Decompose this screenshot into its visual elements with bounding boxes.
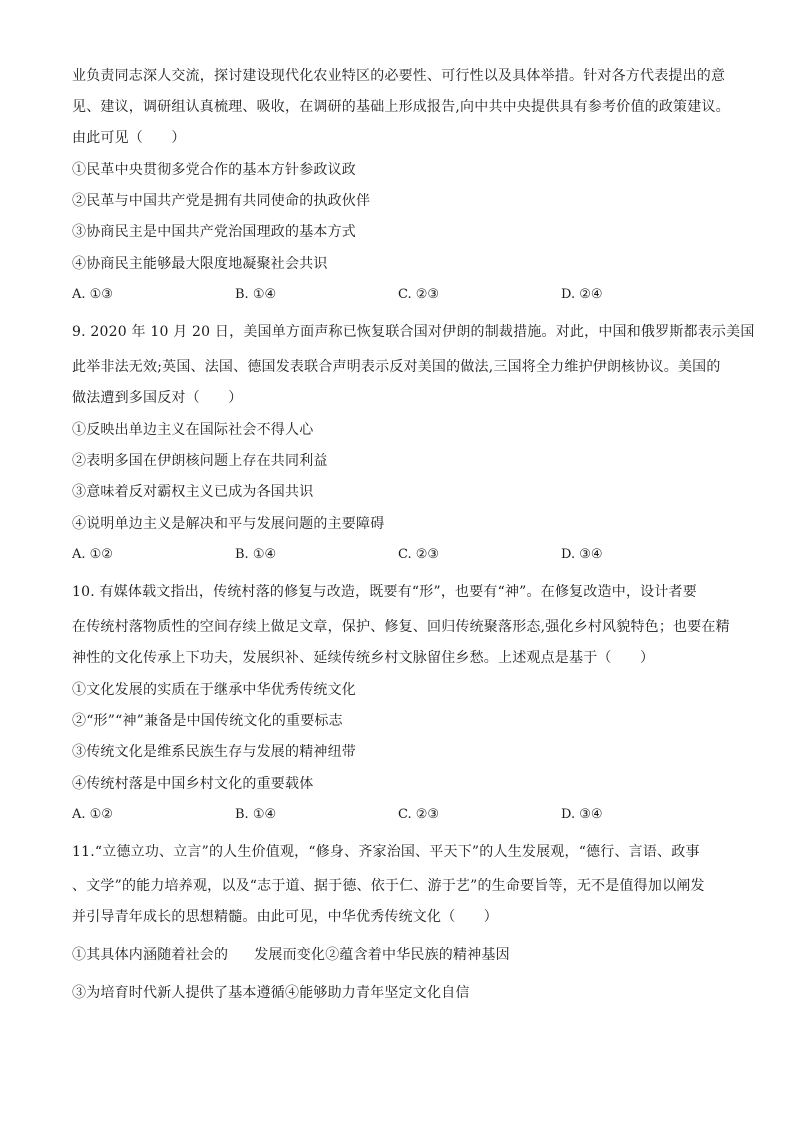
q9-options xyxy=(72,545,732,565)
q8-statement: ②民革与中国共产党是拥有共同使命的执政伙伴 xyxy=(72,193,371,209)
q8-statement: ①民革中央贯彻多党合作的基本方针参政议政 xyxy=(72,162,356,178)
q10-option-c[interactable]: C. ②③ xyxy=(398,807,440,822)
q11-statement-part: 发展而变化②蕴含着中华民族的精神基因 xyxy=(254,947,510,963)
q9-statement: ④说明单边主义是解决和平与发展问题的主要障碍 xyxy=(72,516,385,532)
q9-stem-line: 做法遭到多国反对（ ） xyxy=(72,390,243,406)
q9-stem-line: 9. 2020 年 10 月 20 日，美国单方面声称已恢复联合国对伊朗的制裁措施。对此，中国和俄罗斯都表示美国 xyxy=(72,324,755,340)
q10-statement: ①文化发展的实质在于继承中华优秀传统文化 xyxy=(72,682,356,698)
q10-option-b[interactable]: B. ①④ xyxy=(235,807,277,822)
q11-statement-part: ①其具体内涵随着社会的 xyxy=(72,947,229,963)
q8-option-d[interactable]: D. ②④ xyxy=(561,287,603,302)
q10-stem-line: 10. 有媒体载文指出，传统村落的修复与改造，既要有“形”，也要有“神”。在修复改造中，设计者要 xyxy=(72,584,697,600)
q11-statement-line xyxy=(72,945,732,965)
q8-stem-line: 由此可见（ ） xyxy=(72,130,186,146)
q10-option-d[interactable]: D. ③④ xyxy=(561,807,603,822)
q8-stem-line: 见、建议，调研组认真梳理、吸收，在调研的基础上形成报告,向中共中央提供具有参考价值的政策建议。 xyxy=(72,99,730,115)
q9-statement: ③意味着反对霸权主义已成为各国共识 xyxy=(72,484,314,500)
q8-statement: ④协商民主能够最大限度地凝聚社会共识 xyxy=(72,256,328,272)
q10-stem-line: 神性的文化传承上下功夫，发展织补、延续传统乡村文脉留住乡愁。上述观点是基于（ ） xyxy=(72,650,655,666)
q10-statement: ②“形”“神”兼备是中国传统文化的重要标志 xyxy=(72,713,343,729)
q9-option-d[interactable]: D. ③④ xyxy=(561,547,603,562)
q9-option-b[interactable]: B. ①④ xyxy=(235,547,277,562)
q9-option-c[interactable]: C. ②③ xyxy=(398,547,440,562)
q9-statement: ①反映出单边主义在国际社会不得人心 xyxy=(72,422,314,438)
q11-stem-line: 11.“立德立功、立言”的人生价值观，“修身、齐家治国、平天下”的人生发展观，“德行、言语、政事 xyxy=(72,844,700,860)
q10-statement: ③传统文化是维系民族生存与发展的精神纽带 xyxy=(72,744,356,760)
q10-statement: ④传统村落是中国乡村文化的重要载体 xyxy=(72,776,314,792)
q9-statement: ②表明多国在伊朗核问题上存在共同利益 xyxy=(72,453,328,469)
q11-statement-line: ③为培育时代新人提供了基本遵循④能够助力青年坚定文化自信 xyxy=(72,985,470,1001)
q10-stem-line: 在传统村落物质性的空间存续上做足文章，保护、修复、回归传统聚落形态,强化乡村风貌特色；也要在精 xyxy=(72,619,730,635)
q11-stem-line: 并引导青年成长的思想精髓。由此可见，中华优秀传统文化（ ） xyxy=(72,909,498,925)
q8-option-c[interactable]: C. ②③ xyxy=(398,287,440,302)
q9-option-a[interactable]: A. ①② xyxy=(72,547,113,562)
q8-options xyxy=(72,285,732,305)
q9-stem-line: 此举非法无效;英国、法国、德国发表联合声明表示反对美国的做法,三国将全力维护伊朗核协议。美国的 xyxy=(72,359,721,375)
q11-stem-line: 、文学”的能力培养观，以及“志于道、据于德、依于仁、游于艺”的生命要旨等，无不是值得加以阐发 xyxy=(72,878,705,894)
q8-stem-line: 业负责同志深人交流，探讨建设现代化农业特区的必要性、可行性以及具体举措。针对各方代表提出的意 xyxy=(72,68,726,84)
q8-statement: ③协商民主是中国共产党治国理政的基本方式 xyxy=(72,224,356,240)
q8-option-b[interactable]: B. ①④ xyxy=(235,287,277,302)
q10-option-a[interactable]: A. ①② xyxy=(72,807,113,822)
q8-option-a[interactable]: A. ①③ xyxy=(72,287,113,302)
q10-options xyxy=(72,805,732,825)
